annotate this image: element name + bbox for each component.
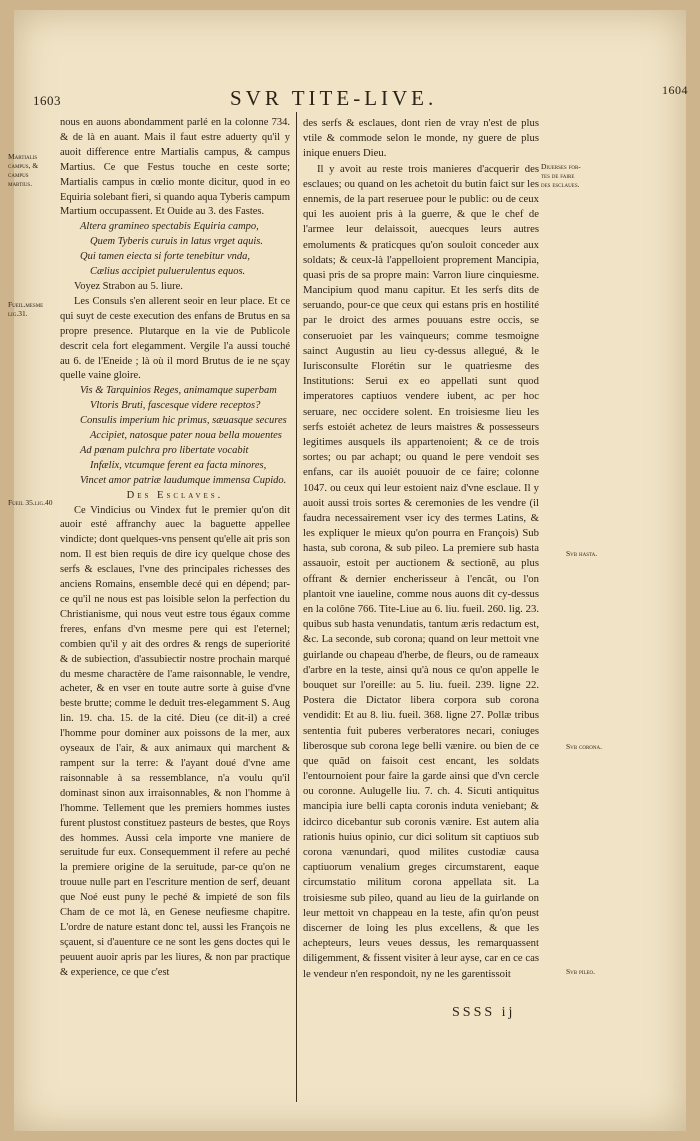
left-paragraph-3: Ce Vindicius ou Vindex fut le premier qu'on dit auoir esté affranchy auec la baguette appellee vindicte; dont quelques-vns pensent qu'elle ait pris son nom. Il est bien requis de dire icy quelque chose des serfs & esclaues, l'vne des principales richesses des anciens Romains, ensemble decé qui en dépend; par-ce qu'il ne nous est pas loisible selon la perfection du Christianisme, qui nous veut estre tous égaux comme freres, enfans d'vn mesme pere qui est l'eternel; combien qu'il y ait des ordres & rengs de superiorité & de subiection, d'assubiectir nostre prochain marqué du mesme charactère de l'ame raisonnable, le vendre, acheter, & en vser en toute autre sorte à guise d'vne beste brutte; comme le deduit tres-elegamment S. Aug lin. 19. cha. 15. de la cité. Dieu (ce dit-il) a creé l'homme pour dominer aux poissons de la mer, aux oyseaux de l'air, & aux animaux qui marchent & rampent sur la terre: & l'ayant doué d'vne ame raisonnable à sa ressemblance, n'a voulu qu'il dominast sinon aux irraisonnables, & non l'homme à l'homme. Tellement que les premiers hommes iustes furent plustost constituez pasteurs de bestes, que Roys des hommes. Aussi cela importe vne maniere de seruitude fur eux. Consequemment il refere au peché la premiere origine de la seruitude, par-ce qu'on ne trouue nulle part en l'escriture mention de serf, deuant que Noé eust puny le peché & impieté de son fils Cham de ce mot là, en Genese neufiesme chapitre. L'ordre de nature estant donc tel, aussi les François ne sçauent, si d'auenture ce ne sont les gens doctes qui le peuuent auoir apris par les liures, & non par practique & experience, ce que c'est [60, 504, 290, 978]
verse-line: Ad pœnam pulchra pro libertate vocabit [80, 444, 249, 456]
strabon-note: Voyez Strabon au 5. liure. [74, 280, 183, 292]
left-paragraph-2: Les Consuls s'en allerent seoir en leur place. Et ce qui suyt de ceste execution des enfans de Brutus en sa propre presence. Plutarque en la vie de Publicole descrit cela fort elegamment. Vergile l'a aussi touché au 6. de l'Eneide ; là où il mord Brutus de ie ne sçay quelle vaine gloire. [60, 295, 290, 382]
verse-line: Consulis imperium hic primus, sæuasque secures [80, 415, 287, 427]
margin-note-sub-corona [566, 742, 602, 751]
margin-note-fueil-35 [8, 498, 53, 507]
signature-mark: SSSS ij [452, 1005, 516, 1020]
left-paragraph-1: nous en auons abondamment parlé en la colonne 734. & de là en auant. Mais il faut estre aduerty qu'il y auoit difference entre Martialis campus, & campus Martius. Ce que Festus touche en ceste sorte; Martialis campus in cœlio monte dicitur, quod in eo Equiria solebant fieri, si quando aqua Tyberis campum Martium occupassent. Et Ouide au 3. des Fastes. [60, 117, 290, 218]
margin-note-text: Svb hasta. [566, 549, 598, 558]
margin-note-text: Diuerses for- tes de faire des esclaues. [541, 162, 581, 189]
left-column [60, 116, 290, 981]
verse-line: Qui tamen eiecta si forte tenebitur vnda, [80, 251, 251, 263]
verse-line: Cælius accipiet puluerulentus equos. [90, 266, 246, 278]
right-paragraph-1: des serfs & esclaues, dont rien de vray n'est de plus vtile & commode selon le monde, ny guere de plus inique enuers Dieu. [303, 117, 539, 160]
column-divider [296, 112, 297, 1102]
margin-note-martialis [8, 152, 38, 188]
section-heading: Des Esclaves. [126, 489, 224, 501]
margin-note-text: Fueil 35.lig.40 [8, 498, 53, 507]
margin-note-text: Martialis campus, & campus martius. [8, 152, 39, 188]
verse-line: Altera gramineo spectabis Equiria campo, [80, 221, 259, 233]
verse-virgil [60, 384, 290, 488]
verse-line: Accipiet, natosque pater noua bella mouentes [90, 430, 282, 442]
verse-ovid [60, 220, 290, 280]
page-number-left: 1603 [33, 93, 61, 108]
right-paragraph-2: Il y avoit au reste trois manieres d'acquerir des esclaues; ou quand on les achetoit du butin faict sur les ennemis, de la part reseruee pour le public: ou de ceux qui les auoient pris à la guerre, & que le chef de l'armee leur delaissoit, auecques leurs autres emoluments & praticques qu'on souloit conceder aux soldats; & ceux-là l'appelloient proprement Mancipia, quasi pris de sa propre main: Varron liure cinquiesme. Mancipium quod manu capitur. Et les serfs dits de seruando, pour-ce que ceux qui estans pris en hostilité par le droict des armes pouuans estre occis, se conseruoiet par les vainqueurs; comme tesmoigne sainct Augustin au lieu cy-dessus allegué, & le Iurisconsulte Florétin sur le quatriesme des Institutions: Serui ex eo appellati sunt quod imperatores captiuos vendere iubent, ac per hoc seruare, nec occidere solent. En troisiesme lieu les serfs estoiét achetez de leurs maistres & possesseurs legitimes ausquels ils appartenoient; & ce de trois sortes; ou par achapt; ou quand le pere vendoit ses enfans, car ils auoiét pouuoir de ce faire; colonne 1047. ou ceux qui leur estoient naiz d'vne esclaue. Il y auoit aussi trois sortes & ceremonies de les vendre (il faudra necessairement vser icy des termes Latins, & les expliquer le mieux qu'on pourra en François) Sub hasta, sub corona, & sub pileo. La premiere sub hasta assauoir, estoit per auctionem & sectionē, au plus offrant & dernier encherisseur à l'encãt, ou l'on plantoit vne iaueline, comme nous auons dit cy-dessus en la colõne 766. Tite-Liue au 6. liu. fueil. 260. lig. 23. quibus sub hasta venundatis, tantum æris redactum est, &c. La seconde, sub corona; quand on leur mettoit vne guirlande ou chapeau d'herbe, de fleurs, ou de rameaux d'arbre en la teste, ainsi qu'à nous ce qu'on appelle le bouquet sur l'oreille: au 5. liu. fueil. 239. ligne 22. Postera die Dictator libera corpora sub corona vendidit: Et au 8. liu. fueil. 368. ligne 27. Pollæ tribus sententia fuit puberes verberatores necari, coniuges liberosque sub corona lege belli vænire. ou bien de ce que quãd on faisoit cest encant, les soldats l'entournoient pour faire la garde ainsi que d'vn cercle ou coronne. Aulugelle liu. 7. ch. 4. Sicuti antiquitus mancipia iure belli capta coronis induta veniebant; & idcirco dicebantur sub coronis vænire. Est autem alia rationis huius opinio, cur dici solitum sit captiuos sub corona vænundari, quod milites custodiæ causa captiuorum venalium greges circumstarent, eaque circumstatio militum corona appellata sit. La troisiesme sub pileo, quand au lieu de la guirlande on leur mettoit vn chappeau en la teste, afin qu'on peust discerner de loing les plus excellens, & que les achepteurs, leurs veues dessus, les remarquassent diligemment, & fissent visiter à leur ayse, car en ce cas le vendeur n'en respondoit, ny ne les garentissoit [303, 162, 539, 980]
running-title: SVR TITE-LIVE. [230, 86, 438, 110]
verse-line: Vis & Tarquinios Reges, animamque superbam [80, 385, 277, 397]
verse-line: Infælix, vtcumque ferent ea facta minores, [90, 459, 267, 471]
margin-note-diuerses [541, 162, 581, 189]
margin-note-sub-pileo [566, 967, 595, 976]
margin-note-fueil [8, 300, 43, 318]
margin-note-text: Svb corona. [566, 742, 602, 751]
right-column [303, 116, 539, 982]
verse-line: Vltoris Bruti, fascesque videre receptos? [90, 400, 261, 412]
page-number-right: 1604 [662, 83, 688, 97]
verse-line: Vincet amor patriæ laudumque immensa Cupido. [80, 474, 287, 486]
verse-line: Quem Tyberis curuis in latus vrget aquis. [90, 236, 263, 248]
page-header [0, 83, 700, 109]
margin-note-text: Svb pileo. [566, 967, 596, 976]
margin-note-text: Fueil.mesme lig.31. [8, 300, 44, 318]
margin-note-sub-hasta [566, 549, 597, 558]
